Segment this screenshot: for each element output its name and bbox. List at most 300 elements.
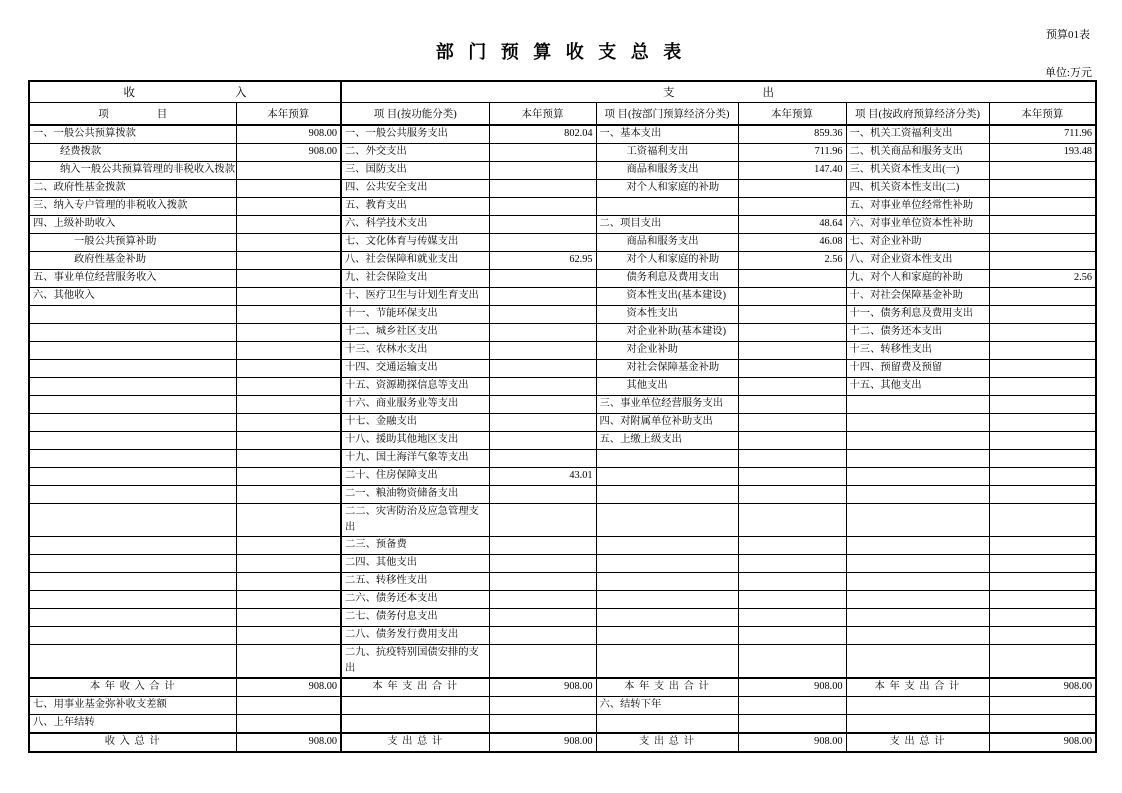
budget-amount-cell xyxy=(236,198,341,216)
item-label-cell: 五、对事业单位经常性补助 xyxy=(846,198,989,216)
table-body xyxy=(29,125,1096,752)
page-title: 部 门 预 算 收 支 总 表 xyxy=(435,42,687,62)
item-label-cell: 五、上缴上级支出 xyxy=(596,432,738,450)
income-section-header xyxy=(29,81,341,103)
item-label-cell: 九、社会保险支出 xyxy=(341,270,489,288)
item-label-cell xyxy=(29,627,236,645)
table-row xyxy=(29,252,1096,270)
item-label-cell: 对个人和家庭的补助 xyxy=(596,252,738,270)
budget-amount-cell xyxy=(236,180,341,198)
budget-amount-cell xyxy=(989,645,1096,679)
table-row xyxy=(29,234,1096,252)
item-label-cell: 十四、预留费及预留 xyxy=(846,360,989,378)
item-label-cell: 三、国防支出 xyxy=(341,162,489,180)
budget-amount-cell: 711.96 xyxy=(989,125,1096,144)
table-row xyxy=(29,162,1096,180)
budget-amount-cell: 908.00 xyxy=(989,733,1096,752)
budget-amount-cell xyxy=(236,591,341,609)
item-label-cell xyxy=(596,468,738,486)
item-label-cell: 本 年 支 出 合 计 xyxy=(341,678,489,697)
item-label-cell: 四、机关资本性支出(二) xyxy=(846,180,989,198)
item-label-cell xyxy=(29,468,236,486)
budget-amount-cell xyxy=(738,324,846,342)
item-label-cell: 五、事业单位经营服务收入 xyxy=(29,270,236,288)
budget-amount-cell xyxy=(989,180,1096,198)
item-label-cell: 二八、债务发行费用支出 xyxy=(341,627,489,645)
table-row xyxy=(29,432,1096,450)
budget-amount-cell: 711.96 xyxy=(738,144,846,162)
budget-amount-cell xyxy=(738,450,846,468)
item-label-cell xyxy=(29,414,236,432)
table-row xyxy=(29,468,1096,486)
column-header-gov-economic-item: 项 目(按政府预算经济分类) xyxy=(846,103,989,126)
budget-amount-cell xyxy=(738,537,846,555)
budget-amount-cell xyxy=(738,360,846,378)
item-label-cell: 对企业补助(基本建设) xyxy=(596,324,738,342)
budget-amount-cell xyxy=(236,450,341,468)
budget-amount-cell xyxy=(236,609,341,627)
item-label-cell: 十五、其他支出 xyxy=(846,378,989,396)
budget-amount-cell xyxy=(989,396,1096,414)
budget-amount-cell xyxy=(989,288,1096,306)
budget-amount-cell xyxy=(236,715,341,734)
budget-amount-cell xyxy=(489,180,596,198)
item-label-cell: 八、对企业资本性支出 xyxy=(846,252,989,270)
item-label-cell xyxy=(846,432,989,450)
budget-amount-cell xyxy=(989,342,1096,360)
budget-amount-cell xyxy=(989,697,1096,715)
item-label-cell xyxy=(341,697,489,715)
total-row xyxy=(29,733,1096,752)
column-header-functional-budget: 本年预算 xyxy=(489,103,596,126)
item-label-cell: 八、社会保障和就业支出 xyxy=(341,252,489,270)
budget-amount-cell: 908.00 xyxy=(738,678,846,697)
item-label-cell xyxy=(29,324,236,342)
expenditure-section-label: 支 出 xyxy=(663,87,775,99)
budget-amount-cell xyxy=(236,252,341,270)
item-label-cell: 资本性支出(基本建设) xyxy=(596,288,738,306)
item-label-cell xyxy=(846,396,989,414)
budget-amount-cell xyxy=(738,555,846,573)
item-label-cell xyxy=(846,486,989,504)
budget-amount-cell xyxy=(489,288,596,306)
budget-amount-cell xyxy=(236,432,341,450)
budget-amount-cell xyxy=(489,697,596,715)
item-label-cell xyxy=(846,627,989,645)
item-label-cell: 二七、债务付息支出 xyxy=(341,609,489,627)
budget-amount-cell xyxy=(236,468,341,486)
budget-amount-cell xyxy=(989,360,1096,378)
budget-amount-cell xyxy=(489,162,596,180)
item-label-cell: 一般公共预算补助 xyxy=(29,234,236,252)
budget-amount-cell xyxy=(989,414,1096,432)
item-label-cell xyxy=(29,504,236,537)
item-label-cell: 商品和服务支出 xyxy=(596,234,738,252)
item-label-cell xyxy=(846,609,989,627)
budget-amount-cell xyxy=(738,342,846,360)
budget-amount-cell xyxy=(989,432,1096,450)
budget-amount-cell xyxy=(989,609,1096,627)
item-label-cell xyxy=(846,450,989,468)
income-section-label: 收 入 xyxy=(123,87,247,99)
item-label-cell xyxy=(29,537,236,555)
item-label-cell: 六、科学技术支出 xyxy=(341,216,489,234)
budget-amount-cell xyxy=(989,198,1096,216)
budget-amount-cell: 908.00 xyxy=(489,678,596,697)
budget-amount-cell xyxy=(489,591,596,609)
budget-amount-cell xyxy=(236,360,341,378)
budget-amount-cell: 908.00 xyxy=(989,678,1096,697)
item-label-cell xyxy=(596,486,738,504)
item-label-cell xyxy=(596,198,738,216)
budget-amount-cell xyxy=(236,216,341,234)
item-label-cell: 十八、援助其他地区支出 xyxy=(341,432,489,450)
item-label-cell: 十三、农林水支出 xyxy=(341,342,489,360)
item-label-cell xyxy=(846,537,989,555)
item-label-cell: 十、对社会保障基金补助 xyxy=(846,288,989,306)
item-label-cell: 二三、预备费 xyxy=(341,537,489,555)
table-row xyxy=(29,537,1096,555)
budget-amount-cell xyxy=(489,627,596,645)
budget-amount-cell: 2.56 xyxy=(738,252,846,270)
item-label-cell: 二、项目支出 xyxy=(596,216,738,234)
item-label-cell xyxy=(596,627,738,645)
budget-amount-cell xyxy=(738,504,846,537)
item-label-cell: 七、文化体育与传媒支出 xyxy=(341,234,489,252)
budget-amount-cell: 46.08 xyxy=(738,234,846,252)
unit-label: 单位:万元 xyxy=(1044,67,1092,79)
budget-amount-cell xyxy=(489,504,596,537)
item-label-cell: 三、纳入专户管理的非税收入拨款 xyxy=(29,198,236,216)
table-row xyxy=(29,306,1096,324)
item-label-cell: 一、机关工资福利支出 xyxy=(846,125,989,144)
budget-amount-cell xyxy=(236,645,341,679)
budget-amount-cell xyxy=(236,234,341,252)
budget-amount-cell xyxy=(489,609,596,627)
budget-amount-cell xyxy=(738,198,846,216)
item-label-cell: 十二、城乡社区支出 xyxy=(341,324,489,342)
budget-amount-cell xyxy=(738,609,846,627)
budget-amount-cell xyxy=(989,715,1096,734)
item-label-cell xyxy=(596,504,738,537)
item-label-cell: 二十、住房保障支出 xyxy=(341,468,489,486)
item-label-cell xyxy=(29,342,236,360)
item-label-cell: 其他支出 xyxy=(596,378,738,396)
item-label-cell xyxy=(29,306,236,324)
budget-amount-cell xyxy=(489,537,596,555)
item-label-cell: 十一、节能环保支出 xyxy=(341,306,489,324)
budget-amount-cell xyxy=(989,234,1096,252)
budget-amount-cell xyxy=(489,324,596,342)
budget-amount-cell xyxy=(236,306,341,324)
budget-amount-cell: 908.00 xyxy=(738,733,846,752)
budget-amount-cell: 62.95 xyxy=(489,252,596,270)
item-label-cell: 政府性基金补助 xyxy=(29,252,236,270)
item-label-cell xyxy=(29,591,236,609)
item-label-cell: 经费拨款 xyxy=(29,144,236,162)
table-row xyxy=(29,414,1096,432)
item-label-cell xyxy=(29,609,236,627)
budget-amount-cell xyxy=(236,537,341,555)
item-label-cell: 五、教育支出 xyxy=(341,198,489,216)
item-label-cell xyxy=(29,573,236,591)
item-label-cell xyxy=(29,645,236,679)
budget-amount-cell xyxy=(489,216,596,234)
budget-amount-cell xyxy=(489,414,596,432)
table-row xyxy=(29,360,1096,378)
budget-amount-cell: 908.00 xyxy=(489,733,596,752)
item-label-cell: 一、基本支出 xyxy=(596,125,738,144)
item-label-cell: 二五、转移性支出 xyxy=(341,573,489,591)
item-label-cell: 十、医疗卫生与计划生育支出 xyxy=(341,288,489,306)
budget-amount-cell: 908.00 xyxy=(236,125,341,144)
table-row xyxy=(29,198,1096,216)
table-row xyxy=(29,486,1096,504)
table-row xyxy=(29,180,1096,198)
table-row xyxy=(29,573,1096,591)
item-label-cell: 一、一般公共预算拨款 xyxy=(29,125,236,144)
budget-amount-cell: 2.56 xyxy=(989,270,1096,288)
budget-amount-cell xyxy=(236,504,341,537)
item-label-cell: 支 出 总 计 xyxy=(846,733,989,752)
budget-amount-cell xyxy=(489,555,596,573)
item-label-cell: 十二、债务还本支出 xyxy=(846,324,989,342)
budget-amount-cell xyxy=(989,306,1096,324)
budget-amount-cell xyxy=(236,555,341,573)
budget-amount-cell xyxy=(489,198,596,216)
item-label-cell: 支 出 总 计 xyxy=(596,733,738,752)
table-row xyxy=(29,342,1096,360)
column-header-income-budget: 本年预算 xyxy=(236,103,341,126)
item-label-cell: 本 年 收 入 合 计 xyxy=(29,678,236,697)
budget-amount-cell xyxy=(989,486,1096,504)
item-label-cell: 工资福利支出 xyxy=(596,144,738,162)
item-label-cell: 一、一般公共服务支出 xyxy=(341,125,489,144)
budget-amount-cell xyxy=(489,432,596,450)
item-label-cell: 十三、转移性支出 xyxy=(846,342,989,360)
table-row xyxy=(29,697,1096,715)
budget-amount-cell xyxy=(236,396,341,414)
budget-amount-cell: 802.04 xyxy=(489,125,596,144)
budget-amount-cell: 859.36 xyxy=(738,125,846,144)
table-row xyxy=(29,216,1096,234)
table-row xyxy=(29,715,1096,734)
item-label-cell: 四、公共安全支出 xyxy=(341,180,489,198)
budget-amount-cell xyxy=(236,324,341,342)
item-label-cell: 十六、商业服务业等支出 xyxy=(341,396,489,414)
item-label-cell xyxy=(596,609,738,627)
item-label-cell: 九、对个人和家庭的补助 xyxy=(846,270,989,288)
budget-amount-cell xyxy=(489,144,596,162)
table-row xyxy=(29,125,1096,144)
item-label-cell xyxy=(596,555,738,573)
item-label-cell: 二九、抗疫特别国债安排的支出 xyxy=(341,645,489,679)
item-label-cell: 资本性支出 xyxy=(596,306,738,324)
budget-amount-cell xyxy=(738,414,846,432)
budget-amount-cell xyxy=(236,573,341,591)
budget-summary-table xyxy=(28,80,1097,753)
item-label-cell xyxy=(29,555,236,573)
item-label-cell: 二、政府性基金拨款 xyxy=(29,180,236,198)
item-label-cell xyxy=(596,450,738,468)
item-label-cell: 七、对企业补助 xyxy=(846,234,989,252)
budget-amount-cell xyxy=(989,573,1096,591)
item-label-cell xyxy=(846,715,989,734)
budget-amount-cell xyxy=(236,270,341,288)
column-header-income-item xyxy=(29,103,236,126)
item-label-cell xyxy=(596,645,738,679)
budget-amount-cell xyxy=(236,627,341,645)
item-label-cell: 八、上年结转 xyxy=(29,715,236,734)
budget-amount-cell xyxy=(489,715,596,734)
total-row xyxy=(29,678,1096,697)
column-header-dept-economic-budget: 本年预算 xyxy=(738,103,846,126)
item-label-cell: 三、机关资本性支出(一) xyxy=(846,162,989,180)
budget-amount-cell xyxy=(738,306,846,324)
item-label-cell xyxy=(846,591,989,609)
column-header-functional-item: 项 目(按功能分类) xyxy=(341,103,489,126)
item-label-cell: 六、其他收入 xyxy=(29,288,236,306)
item-label-cell: 商品和服务支出 xyxy=(596,162,738,180)
table-row xyxy=(29,288,1096,306)
item-label-cell: 十九、国土海洋气象等支出 xyxy=(341,450,489,468)
budget-amount-cell xyxy=(489,234,596,252)
item-label-cell xyxy=(596,573,738,591)
budget-amount-cell xyxy=(989,216,1096,234)
budget-amount-cell xyxy=(489,486,596,504)
budget-amount-cell: 908.00 xyxy=(236,678,341,697)
item-label-cell: 支 出 总 计 xyxy=(341,733,489,752)
item-label-cell: 二一、粮油物资储备支出 xyxy=(341,486,489,504)
budget-amount-cell xyxy=(738,573,846,591)
budget-amount-cell xyxy=(489,450,596,468)
budget-amount-cell xyxy=(489,360,596,378)
table-row xyxy=(29,324,1096,342)
item-label-cell xyxy=(846,573,989,591)
item-label-cell: 债务利息及费用支出 xyxy=(596,270,738,288)
budget-amount-cell xyxy=(989,162,1096,180)
budget-amount-cell xyxy=(738,591,846,609)
expenditure-section-header xyxy=(341,81,1096,103)
item-label-cell xyxy=(846,697,989,715)
budget-amount-cell: 908.00 xyxy=(236,733,341,752)
item-label-cell xyxy=(341,715,489,734)
budget-amount-cell xyxy=(236,697,341,715)
item-label-cell: 二二、灾害防治及应急管理支出 xyxy=(341,504,489,537)
budget-amount-cell: 908.00 xyxy=(236,144,341,162)
table-row xyxy=(29,591,1096,609)
item-label-cell: 十五、资源勘探信息等支出 xyxy=(341,378,489,396)
budget-amount-cell xyxy=(738,288,846,306)
budget-amount-cell xyxy=(989,591,1096,609)
table-row xyxy=(29,555,1096,573)
budget-amount-cell xyxy=(989,450,1096,468)
budget-amount-cell xyxy=(236,486,341,504)
item-label-cell: 四、对附属单位补助支出 xyxy=(596,414,738,432)
budget-amount-cell xyxy=(489,306,596,324)
table-row xyxy=(29,270,1096,288)
budget-amount-cell xyxy=(738,270,846,288)
budget-amount-cell xyxy=(738,378,846,396)
budget-amount-cell: 193.48 xyxy=(989,144,1096,162)
table-row xyxy=(29,609,1096,627)
budget-amount-cell: 43.01 xyxy=(489,468,596,486)
item-label-cell: 对社会保障基金补助 xyxy=(596,360,738,378)
item-label-cell xyxy=(29,450,236,468)
item-label-cell xyxy=(596,591,738,609)
column-header-dept-economic-item: 项 目(按部门预算经济分类) xyxy=(596,103,738,126)
item-label-cell xyxy=(29,396,236,414)
item-label-cell: 二、机关商品和服务支出 xyxy=(846,144,989,162)
item-label-cell: 二四、其他支出 xyxy=(341,555,489,573)
budget-amount-cell xyxy=(989,324,1096,342)
budget-amount-cell xyxy=(489,396,596,414)
budget-amount-cell xyxy=(236,342,341,360)
budget-amount-cell xyxy=(989,555,1096,573)
item-label-cell: 三、事业单位经营服务支出 xyxy=(596,396,738,414)
budget-amount-cell xyxy=(738,396,846,414)
item-label-cell: 六、结转下年 xyxy=(596,697,738,715)
table-row xyxy=(29,645,1096,679)
item-label-cell: 本 年 支 出 合 计 xyxy=(846,678,989,697)
column-header-gov-economic-budget: 本年预算 xyxy=(989,103,1096,126)
item-label-cell xyxy=(29,432,236,450)
item-label-cell xyxy=(29,360,236,378)
table-row xyxy=(29,627,1096,645)
budget-amount-cell xyxy=(236,288,341,306)
item-label-cell xyxy=(846,414,989,432)
budget-amount-cell xyxy=(489,645,596,679)
item-label-cell xyxy=(29,378,236,396)
item-label-cell: 四、上级补助收入 xyxy=(29,216,236,234)
table-row xyxy=(29,378,1096,396)
budget-amount-cell xyxy=(738,432,846,450)
item-label-cell: 六、对事业单位资本性补助 xyxy=(846,216,989,234)
item-label-cell xyxy=(596,715,738,734)
item-label-cell xyxy=(846,504,989,537)
item-label-cell: 本 年 支 出 合 计 xyxy=(596,678,738,697)
budget-amount-cell xyxy=(738,645,846,679)
budget-amount-cell xyxy=(989,468,1096,486)
budget-amount-cell xyxy=(738,180,846,198)
budget-amount-cell xyxy=(489,270,596,288)
item-label-cell: 十一、债务利息及费用支出 xyxy=(846,306,989,324)
budget-amount-cell xyxy=(989,627,1096,645)
budget-amount-cell xyxy=(738,697,846,715)
budget-amount-cell xyxy=(989,537,1096,555)
budget-amount-cell xyxy=(236,378,341,396)
item-label-cell xyxy=(846,555,989,573)
budget-amount-cell xyxy=(236,162,341,180)
budget-amount-cell xyxy=(489,342,596,360)
item-label-cell: 收 入 总 计 xyxy=(29,733,236,752)
item-label-cell: 二、外交支出 xyxy=(341,144,489,162)
budget-amount-cell xyxy=(738,486,846,504)
budget-amount-cell xyxy=(236,414,341,432)
item-label-cell: 对个人和家庭的补助 xyxy=(596,180,738,198)
budget-amount-cell xyxy=(738,468,846,486)
budget-amount-cell xyxy=(989,252,1096,270)
table-row xyxy=(29,504,1096,537)
budget-amount-cell: 147.40 xyxy=(738,162,846,180)
item-label-cell: 七、用事业基金弥补收支差额 xyxy=(29,697,236,715)
item-label-cell xyxy=(596,537,738,555)
item-label-cell: 对企业补助 xyxy=(596,342,738,360)
item-label-cell xyxy=(29,486,236,504)
table-row xyxy=(29,396,1096,414)
item-label-cell: 二六、债务还本支出 xyxy=(341,591,489,609)
income-item-header-label: 项 目 xyxy=(98,109,168,120)
